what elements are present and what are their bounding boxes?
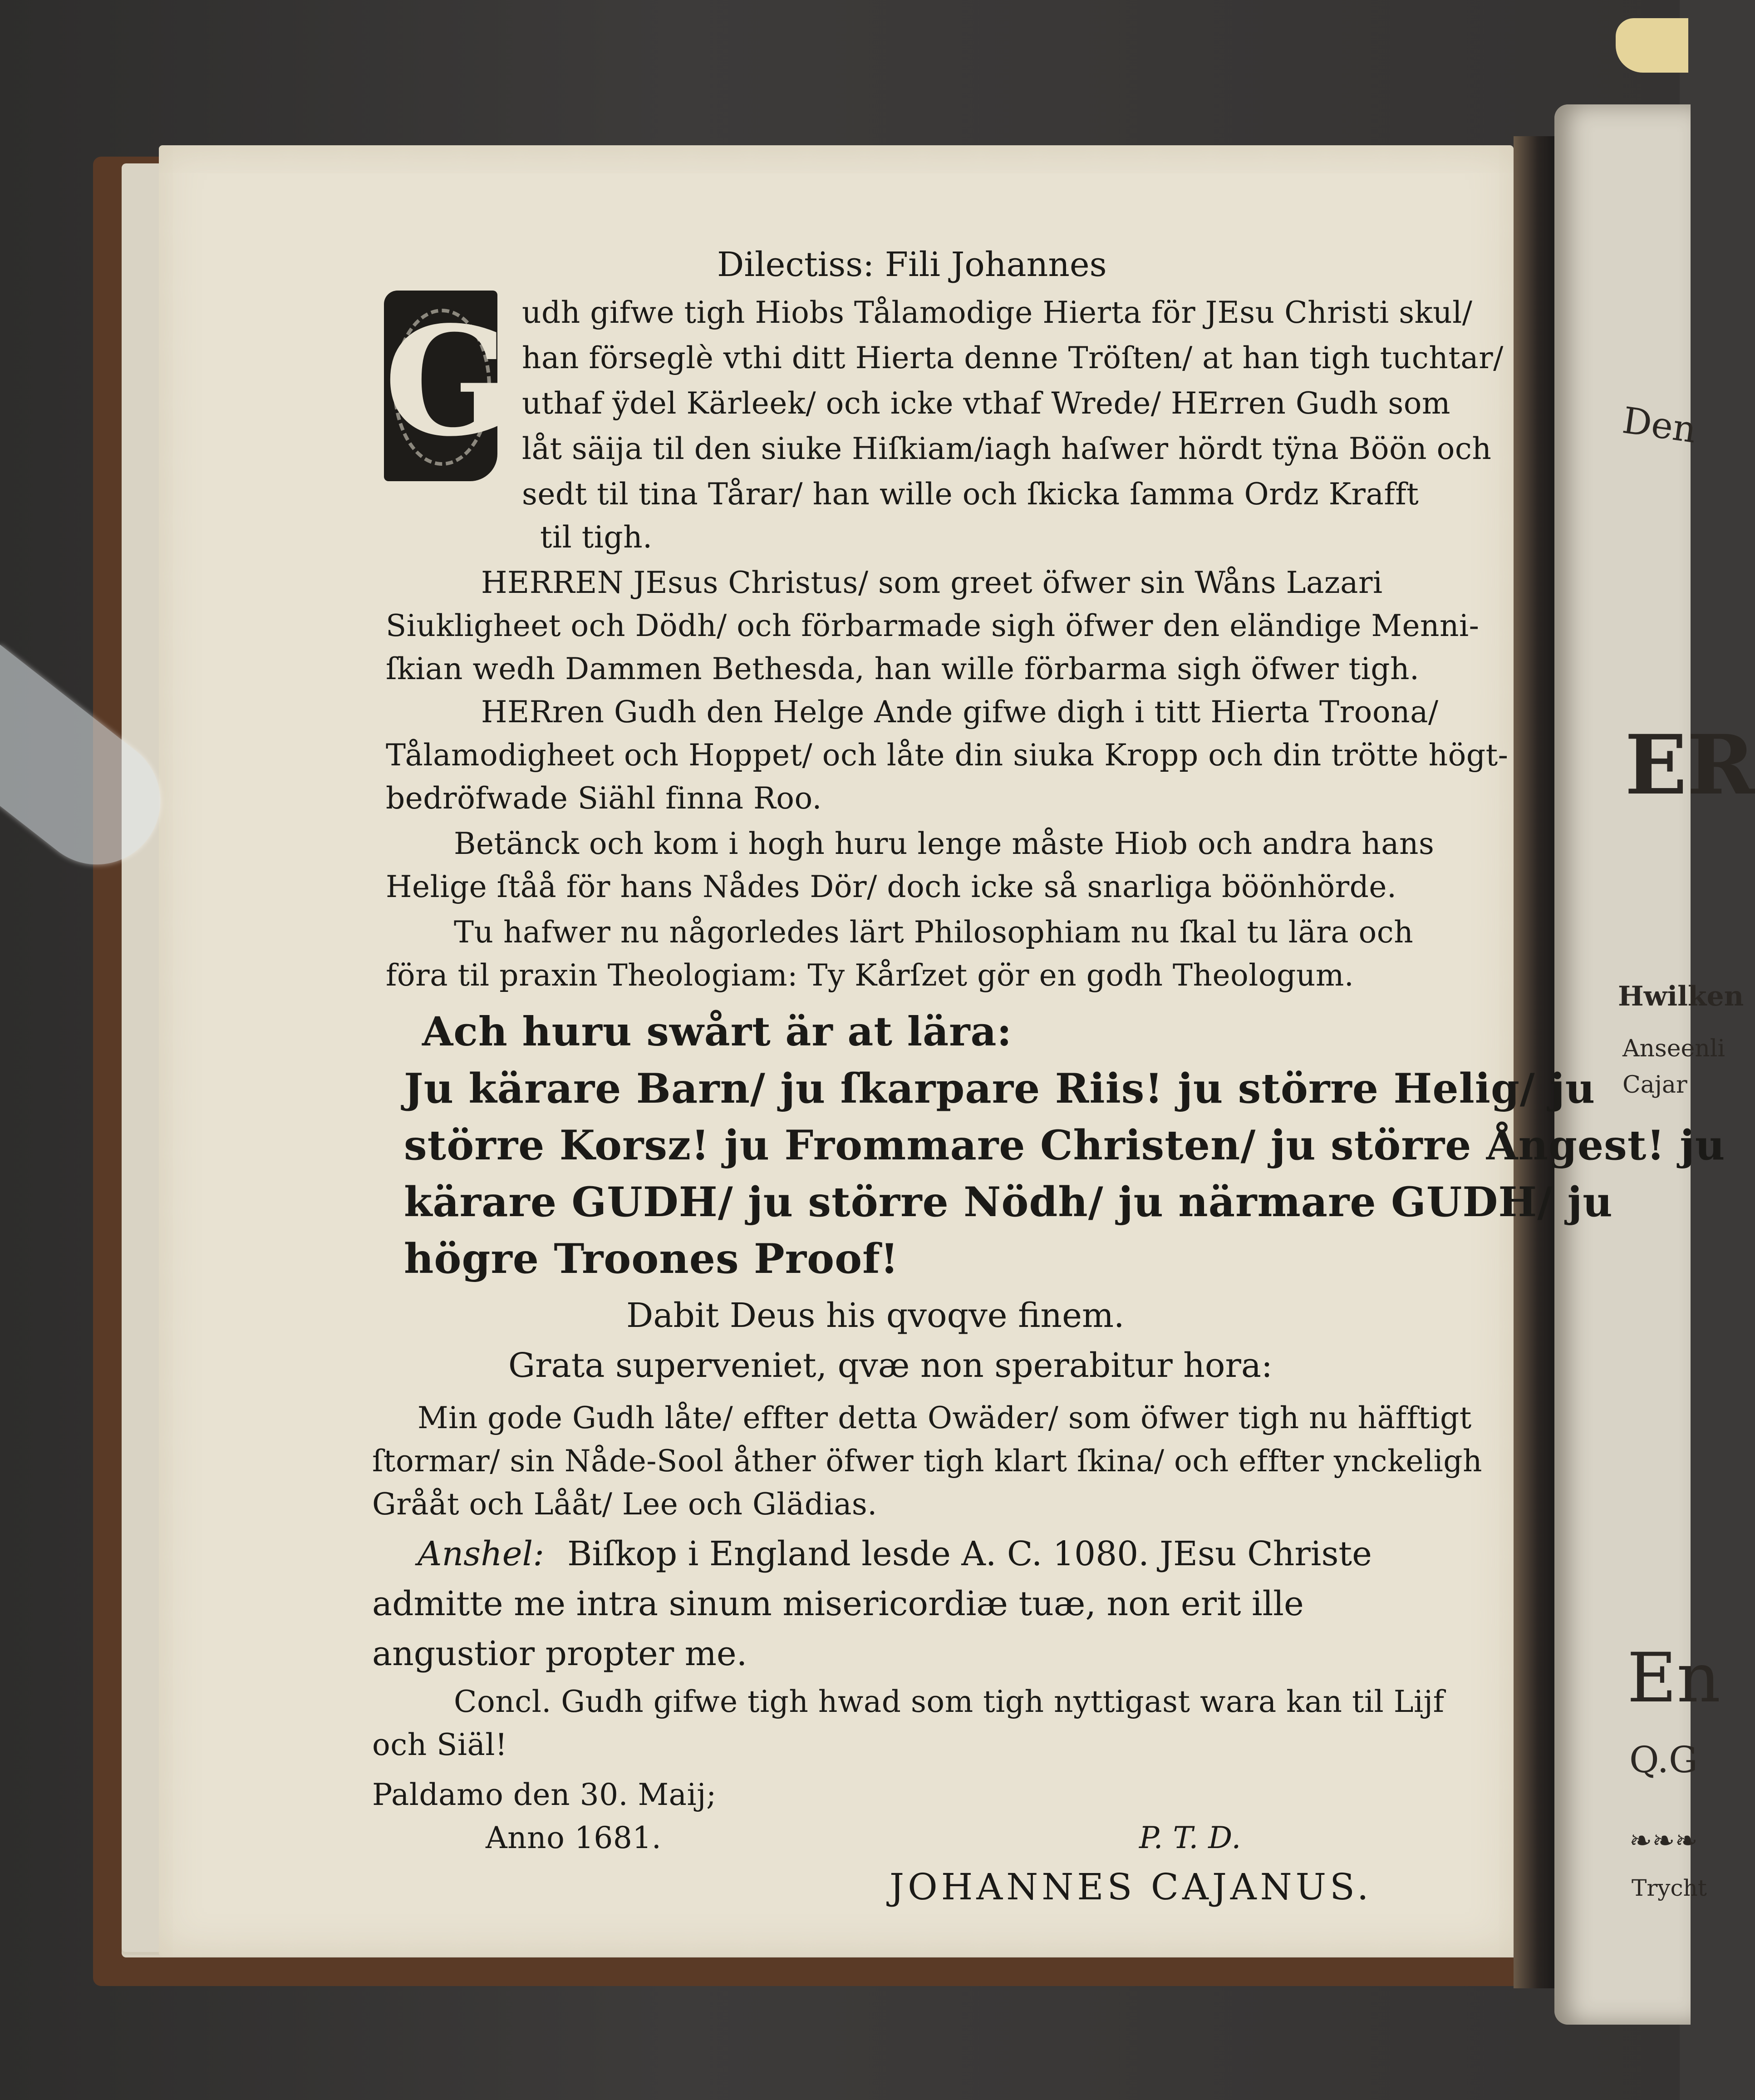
right-page-ornament: ❧❧❧ (1629, 1825, 1698, 1857)
para6-line-1: Min gode Gudh låte/ effter detta Owäder/ som öfwer tigh nu häfftigt (418, 1400, 1472, 1435)
para7-line-2: admitte me intra sinum misericordiæ tuæ, non erit ille (372, 1584, 1304, 1623)
para3-line-3: bedröfwade Siähl finna Roo. (386, 781, 822, 816)
large-line-1: Ach huru swårt är at lära: (422, 1008, 1013, 1055)
signature-name: JOHANNES CAJANUS. (890, 1866, 1372, 1908)
para1-line-6: til tigh. (540, 520, 653, 555)
para7-line-1: Biſkop i England lesde A. C. 1080. JEsu Christe (567, 1534, 1372, 1573)
para6-line-3: Grååt och Lååt/ Lee och Glädias. (372, 1487, 877, 1522)
signature-initials: P. T. D. (1139, 1820, 1241, 1855)
para7-line-3: angustior propter me. (372, 1634, 747, 1673)
para1-line-5: sedt til tina Tårar/ han wille och ſkicka ſamma Ordz Krafft (522, 477, 1419, 512)
right-page-frag-5: Cajar (1622, 1071, 1687, 1099)
salutation-heading: Dilectiss: Fili Johannes (717, 245, 1107, 284)
right-page-frag-7: Q.G (1629, 1739, 1698, 1781)
para1-line-1: udh gifwe tigh Hiobs Tålamodige Hierta för JEsu Christi skul/ (522, 295, 1473, 330)
dropcap-letter: G (384, 293, 512, 469)
para1-line-3: uthaf ÿdel Kärleek/ och icke vthaf Wrede/ HErren Gudh som (522, 386, 1451, 421)
right-page-frag-3: Hwilken (1618, 981, 1744, 1012)
para5-line-1: Tu hafwer nu någorledes lärt Philosophiam nu ſkal tu lära och (454, 915, 1414, 950)
para5-line-2: föra til praxin Theologiam: Ty Kårſzet gör en godh Theologum. (386, 958, 1354, 993)
para6-line-2: ſtormar/ sin Nåde-Sool åther öfwer tigh klart ſkina/ och effter ynckeligh (372, 1444, 1483, 1479)
large-line-4: kärare GUDH/ ju större Nödh/ ju närmare GUDH/ ju (404, 1178, 1613, 1226)
place-date: Paldamo den 30. Maij; (372, 1777, 717, 1812)
decorated-initial (384, 291, 512, 481)
latin-line-1: Dabit Deus his qvoqve finem. (626, 1296, 1125, 1335)
right-page-frag-6: En (1627, 1639, 1721, 1718)
right-page-frag-8: Trycht (1632, 1875, 1707, 1901)
large-line-2: Ju kärare Barn/ ju ſkarpare Riis! ju större Helig/ ju (404, 1065, 1596, 1113)
para2-line-3: ſkian wedh Dammen Bethesda, han wille förbarma sigh öfwer tigh. (386, 651, 1420, 686)
para4-line-1: Betänck och kom i hogh huru lenge måste Hiob och andra hans (454, 826, 1435, 861)
para3-line-2: Tålamodigheet och Hoppet/ och låte din siuka Kropp och din trötte högt- (386, 738, 1509, 773)
year: Anno 1681. (486, 1820, 662, 1855)
para2-line-2: Siukligheet och Dödh/ och förbarmade sigh öfwer den eländige Menni- (386, 608, 1480, 643)
large-line-5: högre Troones Proof! (404, 1235, 899, 1283)
page-fold (1616, 18, 1688, 73)
anshel-label: Anshel: (418, 1534, 545, 1573)
initial-ornament-icon (393, 309, 491, 466)
para4-line-2: Helige ſtåå för hans Nådes Dör/ doch icke så snarliga böönhörde. (386, 869, 1397, 904)
para3-line-1: HERren Gudh den Helge Ande gifwe digh i titt Hierta Troona/ (481, 695, 1439, 730)
latin-line-2: Grata superveniet, qvæ non sperabitur hora: (508, 1346, 1273, 1385)
para8-line-1: Concl. Gudh gifwe tigh hwad som tigh nyttigast wara kan til Lijf (454, 1684, 1445, 1719)
book-gutter (1514, 136, 1554, 1988)
para8-line-2: och Siäl! (372, 1727, 507, 1762)
large-line-3: större Korsz! ju Frommare Christen/ ju större Ångest! ju (404, 1121, 1726, 1169)
para1-line-2: han förseglè vthi ditt Hierta denne Tröſten/ at han tigh tuchtar/ (522, 340, 1504, 375)
para1-line-4: låt säija til den siuke Hiſkiam/iagh haſwer hördt tÿna Böön och (522, 431, 1492, 466)
right-page-frag-4: Anseenli (1622, 1035, 1726, 1062)
right-page-frag-1: Den (1620, 399, 1699, 451)
right-page-frag-2: ER (1625, 717, 1755, 813)
para2-line-1: HERREN JEsus Christus/ som greet öfwer sin Wåns Lazari (481, 565, 1383, 600)
